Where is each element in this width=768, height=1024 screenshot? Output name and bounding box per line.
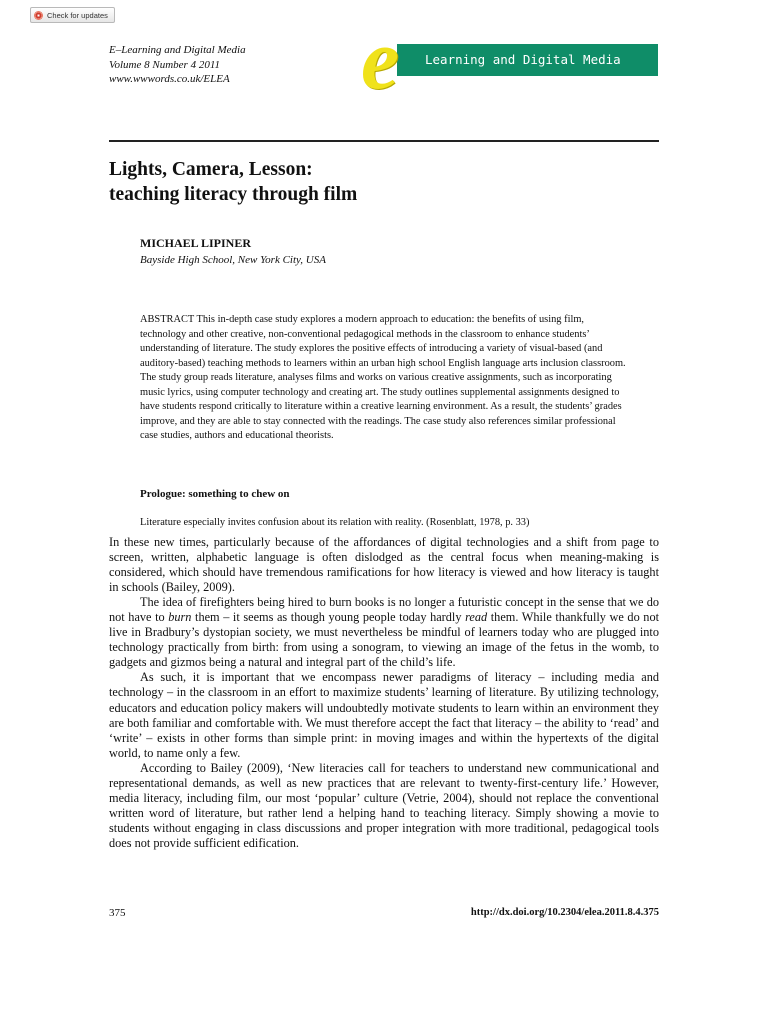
logo-e-letter: e: [361, 11, 400, 107]
doi-link[interactable]: http://dx.doi.org/10.2304/elea.2011.8.4.375: [470, 907, 659, 918]
journal-logo: [361, 11, 659, 107]
paragraph-2-part-c: them. While thankfully we do not live in Bradbury’s dystopian society, we must nevertheless be mindful of learners today who are plugged into technology practically from birth: from using a sonogram, to viewing an image of the fetus in the womb, to gadgets and gizmos being a natural and integral part of the child’s life.: [109, 610, 660, 670]
emphasis-read: read: [465, 610, 488, 625]
article-body: [109, 535, 659, 851]
logo-text: Learning and Digital Media: [425, 52, 621, 67]
epigraph: Literature especially invites confusion about its relation with reality. (Rosenblatt, 1978, p. 33): [140, 517, 530, 528]
section-heading: Prologue: something to chew on: [140, 488, 290, 500]
page-number: 375: [109, 907, 126, 919]
author-affiliation: Bayside High School, New York City, USA: [140, 254, 326, 266]
emphasis-burn: burn: [168, 610, 192, 625]
journal-name: E–Learning and Digital Media: [109, 44, 246, 56]
header-rule: [109, 140, 659, 142]
title-line-1: Lights, Camera, Lesson:: [109, 159, 313, 180]
journal-info: [109, 43, 246, 87]
check-for-updates-button[interactable]: [30, 7, 115, 23]
author-name: MICHAEL LIPINER: [140, 236, 252, 250]
abstract: ABSTRACT This in-depth case study explores a modern approach to education: the benefits of using film, technology and other creative, non-conventional pedagogical methods in the classroom to enhance students’ understanding of literature. The study explores the positive effects of introducing a variety of visual-based (and auditory-based) teaching methods to learners within an urban high school English language arts inclusion classroom. The study group reads literature, analyses films and works on various creative assignments, such as incorporating music lyrics, using computer technology and creating art. The study outlines supplemental assignments designed to have students respond critically to literature within a creative learning environment. As a result, the students’ grades improve, and they are able to stay connected with the readings. The case study also references similar professional case studies, authors and educational theorists.: [140, 314, 626, 441]
journal-url[interactable]: www.wwwords.co.uk/ELEA: [109, 73, 230, 85]
paragraph-1: In these new times, particularly because of the affordances of digital technologies and a shift from page to screen, written, alphabetic language is often dislodged as the central focus when meaning-making is considered, which should have tremendous ramifications for how literacy is viewed and how literacy is taught in schools (Bailey, 2009).: [109, 535, 659, 595]
paragraph-2-part-a: The idea of firefighters being hired to burn books is no longer a futuristic concept in the sense that we do not have to: [109, 595, 659, 625]
check-for-updates-label: Check for updates: [47, 10, 108, 20]
journal-volume: Volume 8 Number 4 2011: [109, 58, 221, 71]
paragraph-2: [109, 595, 659, 670]
paragraph-2-part-b: them – it seems as though young people today hardly: [191, 610, 466, 625]
paragraph-4: According to Bailey (2009), ‘New literacies call for teachers to understand new communicational and representational demands, as well as new practices that are relevant to twenty-first-century life.’ However, media literacy, including film, our most ‘popular’ culture (Vetrie, 2004), should not replace the conventional written word of literature, but rather lend a helping hand to teaching literacy. Simply showing a movie to students without engaging in class discussions and proper integration with more traditional, pedagogical tools does not provide sufficient edification.: [109, 760, 659, 850]
article-title: [109, 157, 357, 207]
paragraph-3: As such, it is important that we encompass newer paradigms of literacy – including media and technology – in the classroom in an effort to maximize students’ learning of literature. By utilizing technology, educators and education policy makers will undoubtedly motivate students to learn within an environment they are both familiar and comfortable with. We must therefore accept the fact that literacy – the ability to ‘read’ and ‘write’ – exists in other forms than simple print: in moving images and within the hypertexts of the digital world, to name only a few.: [109, 670, 659, 760]
crossmark-icon: [34, 11, 43, 20]
title-line-2: teaching literacy through film: [109, 184, 358, 205]
